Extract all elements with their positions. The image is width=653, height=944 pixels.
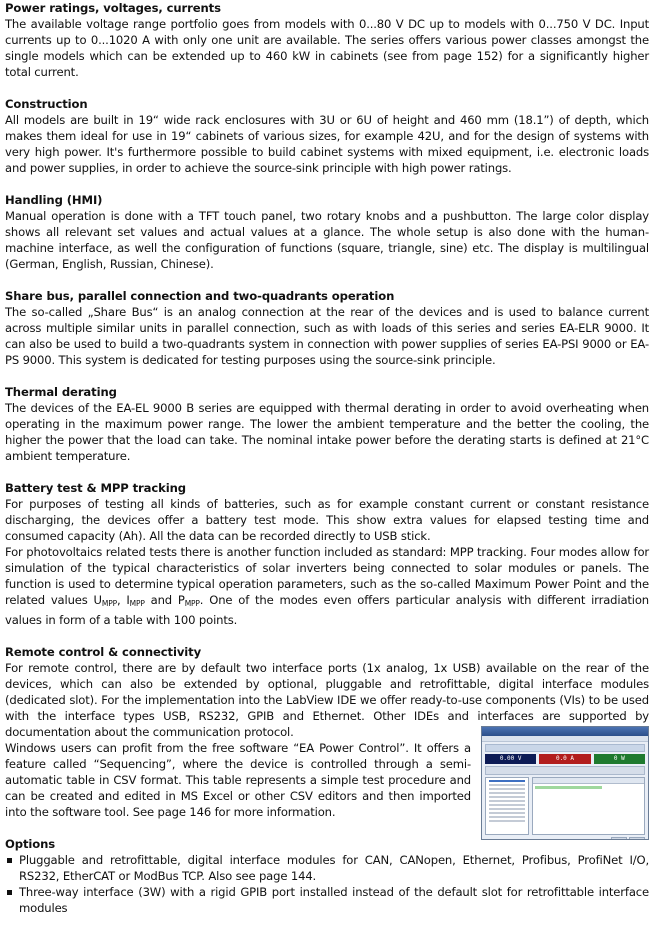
list-item: Pluggable and retrofittable, digital interface modules for CAN, CANopen, Ethernet, Profibus, ProfiNet I/O, RS232, EtherCAT or ModBus TCP. Also see page 144. bbox=[5, 852, 649, 884]
screenshot-value-displays bbox=[485, 754, 645, 764]
paragraph-remote-control: For remote control, there are by default two interface ports (1x analog, 1x USB) available on the rear of the devices, which can also be extended by optional, pluggable and retrofittable, digital interface modules (dedicated slot). For the implementation into the LabView IDE we offer ready-to-use components (VIs) to be used with the interface types USB, RS232, GPIB and Ethernet. Other IDEs and interfaces are supported by documentation about the communication protocol. bbox=[5, 661, 649, 739]
heading-options: Options bbox=[5, 837, 56, 851]
list-item: Three-way interface (3W) with a rigid GPIB port installed instead of the default slot for retrofittable interface modules bbox=[5, 884, 649, 916]
screenshot-power: 0 W bbox=[594, 754, 645, 764]
remote-software-block bbox=[5, 740, 649, 820]
section-power-ratings bbox=[5, 0, 649, 80]
document-page bbox=[5, 0, 649, 916]
heading-battery-test: Battery test & MPP tracking bbox=[5, 481, 187, 495]
software-screenshot bbox=[481, 726, 649, 840]
subscript-mpp-u: MPP bbox=[101, 599, 117, 608]
section-options bbox=[5, 836, 649, 916]
screenshot-titlebar bbox=[482, 727, 648, 736]
subscript-mpp-p: MPP bbox=[184, 599, 200, 608]
heading-construction: Construction bbox=[5, 97, 88, 111]
section-remote-control bbox=[5, 644, 649, 820]
section-handling bbox=[5, 192, 649, 272]
screenshot-sequence-list bbox=[485, 777, 529, 835]
paragraph-power-ratings: The available voltage range portfolio goes from models with 0...80 V DC up to models with 0...750 V DC. Input currents up to 0...1020 A with only one unit are available. The series offers various power classes amongst the single models which can be extended up to 460 kW in cabinets (see from page 152) for a significantly higher total current. bbox=[5, 17, 649, 79]
paragraph-construction: All models are built in 19“ wide rack enclosures with 3U or 6U of height and 460 mm (18.1”) of depth, which makes them ideal for use in 19“ cabinets of various sizes, for example 42U, and for the design of systems with very high power. It's furthermore possible to build cabinet systems with mixed equipment, i.e. electronic loads and power supplies, in order to achieve the source-sink principle with high power ratings. bbox=[5, 113, 649, 175]
heading-share-bus: Share bus, parallel connection and two-quadrants operation bbox=[5, 289, 395, 303]
section-thermal-derating bbox=[5, 384, 649, 464]
section-battery-test bbox=[5, 480, 649, 628]
paragraph-mpp-tracking: For photovoltaics related tests there is another function included as standard: MPP tracking. Four modes allow for simulation of the typical characteristics of solar inverters being connected to solar modules or panels. The function is used to determine typical operation parameters, such as the so-called Maximum Power Point and the related values $U_{MPP}$, $I_{MPP}$ and $P_{MPP}$. One of the modes even offers particular analysis with different irradiation values in form of a table with 100 points. bbox=[5, 545, 650, 627]
screenshot-voltage: 0.00 V bbox=[485, 754, 536, 764]
paragraph-ea-power-control: Windows users can profit from the free software “EA Power Control”. It offers a feature called “Sequencing”, where the device is controlled through a semi-automatic table in CSV format. This table represents a simple test procedure and can be created and edited in MS Excel or other CSV editors and then imported into the software tool. See page 146 for more information. bbox=[5, 741, 471, 819]
paragraph-share-bus: The so-called „Share Bus“ is an analog connection at the rear of the devices and is used to balance current across multiple similar units in parallel connection, such as with loads of this series and series EA-ELR 9000. It can also be used to build a two-quadrants system in connection with power supplies of series EA-PSI 9000 or EA-PS 9000. This system is dedicated for testing purposes using the source-sink principle. bbox=[5, 305, 649, 367]
paragraph-handling: Manual operation is done with a TFT touch panel, two rotary knobs and a pushbutton. The large color display shows all relevant set values and actual values at a glance. The whole setup is also done with the human-machine interface, as well the configuration of functions (square, triangle, sine) etc. The display is multilingual (German, English, Russian, Chinese). bbox=[5, 209, 649, 271]
screenshot-current: 0.0 A bbox=[539, 754, 590, 764]
section-share-bus bbox=[5, 288, 649, 368]
subscript-mpp-i: MPP bbox=[129, 599, 145, 608]
paragraph-thermal-derating: The devices of the EA-EL 9000 B series are equipped with thermal derating in order to avoid overheating when operating in the maximum power range. The lower the ambient temperature and the better the cooling, the higher the power that the load can take. The nominal intake power before the derating starts is defined at 21°C ambient temperature. bbox=[5, 401, 649, 463]
screenshot-table bbox=[532, 777, 645, 835]
heading-power-ratings: Power ratings, voltages, currents bbox=[5, 1, 221, 15]
heading-thermal-derating: Thermal derating bbox=[5, 385, 117, 399]
paragraph-battery-test: For purposes of testing all kinds of batteries, such as for example constant current or constant resistance discharging, the devices offer a battery test mode. This show extra values for elapsed testing time and consumed capacity (Ah). All the data can be recorded directly to USB stick. bbox=[5, 497, 649, 543]
heading-handling: Handling (HMI) bbox=[5, 193, 103, 207]
section-construction bbox=[5, 96, 649, 176]
options-list bbox=[5, 852, 649, 916]
heading-remote-control: Remote control & connectivity bbox=[5, 645, 202, 659]
